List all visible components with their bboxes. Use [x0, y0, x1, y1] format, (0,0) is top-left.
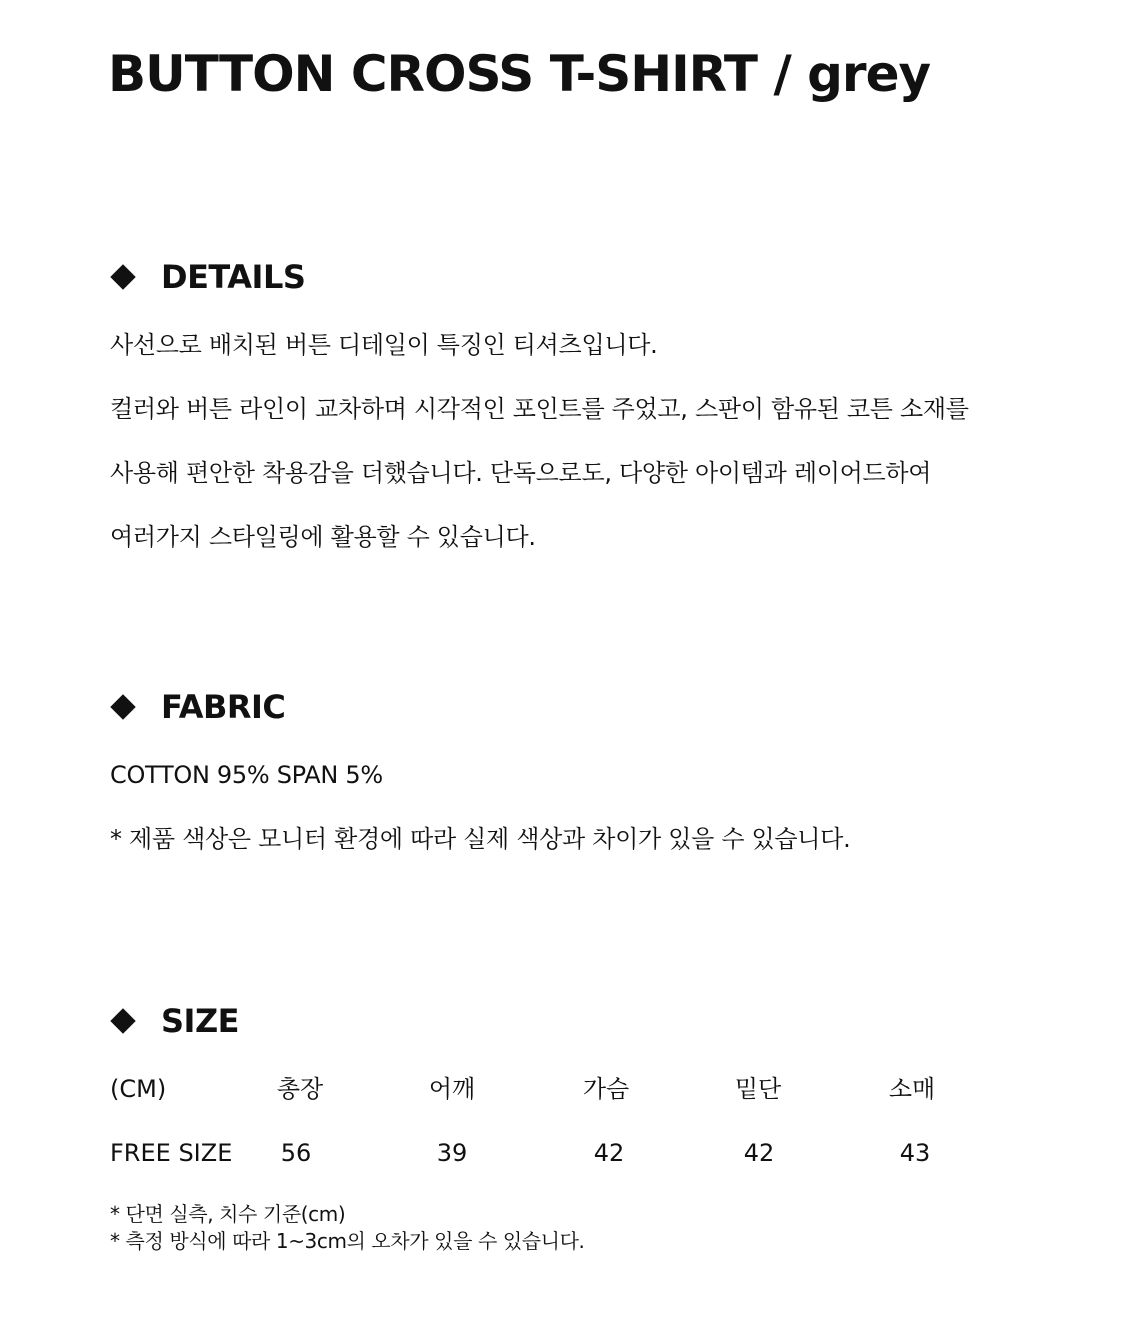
- details-line: 사선으로 배치된 버튼 디테일이 특징인 티셔츠입니다.: [110, 331, 658, 359]
- size-heading: SIZE: [161, 1002, 240, 1040]
- details-line: 사용해 편안한 착용감을 더했습니다. 단독으로도, 다양한 아이템과 레이어드하여: [110, 459, 932, 487]
- fabric-color-note: * 제품 색상은 모니터 환경에 따라 실제 색상과 차이가 있을 수 있습니다.: [110, 825, 851, 853]
- diamond-bullet-icon: [110, 264, 136, 290]
- size-row-label: FREE SIZE: [110, 1139, 233, 1167]
- size-column-header: 소매: [888, 1075, 936, 1103]
- size-value: 42: [593, 1139, 625, 1167]
- size-column-header: 밑단: [734, 1075, 782, 1103]
- fabric-heading: FABRIC: [161, 688, 286, 726]
- product-title: BUTTON CROSS T-SHIRT / grey: [108, 45, 931, 103]
- size-value: 39: [436, 1139, 468, 1167]
- details-section-header: [110, 257, 305, 297]
- size-column-header: 총장: [276, 1075, 324, 1103]
- size-section-header: [110, 1001, 239, 1041]
- fabric-composition: COTTON 95% SPAN 5%: [110, 761, 383, 789]
- size-value: 43: [899, 1139, 931, 1167]
- size-note: * 측정 방식에 따라 1~3cm의 오차가 있을 수 있습니다.: [110, 1229, 585, 1253]
- size-value: 42: [743, 1139, 775, 1167]
- diamond-bullet-icon: [110, 1008, 136, 1034]
- details-heading: DETAILS: [161, 258, 306, 296]
- size-note: * 단면 실측, 치수 기준(cm): [110, 1202, 346, 1226]
- details-line: 여러가지 스타일링에 활용할 수 있습니다.: [110, 523, 536, 551]
- size-unit-label: (CM): [110, 1075, 167, 1103]
- size-column-header: 어깨: [428, 1075, 476, 1103]
- size-value: 56: [280, 1139, 312, 1167]
- size-column-header: 가슴: [582, 1075, 630, 1103]
- details-line: 컬러와 버튼 라인이 교차하며 시각적인 포인트를 주었고, 스판이 함유된 코튼 소재를: [110, 395, 969, 423]
- diamond-bullet-icon: [110, 694, 136, 720]
- fabric-section-header: [110, 687, 285, 727]
